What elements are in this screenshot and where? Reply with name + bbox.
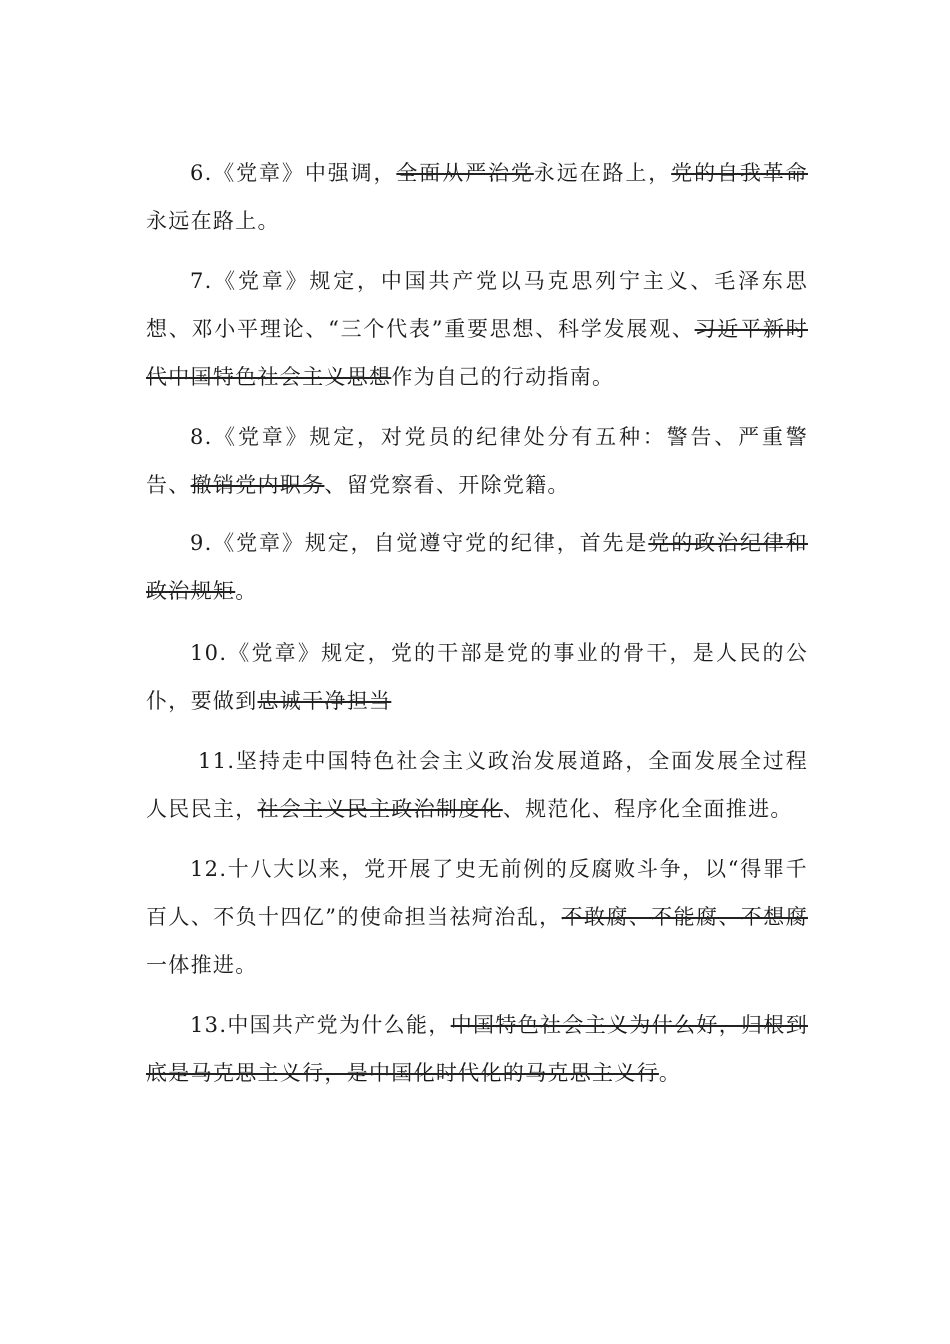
question-item-7	[146, 257, 808, 401]
question-item-6	[146, 149, 808, 245]
item-11-struck-answer: 社会主义民主政治制度化	[257, 797, 503, 821]
item-13-struck-answer: 中国特色社会主义为什么好，归根到底是马克思主义行，是中国化时代化的马克思主义行	[146, 1013, 808, 1085]
item-7-text: 7.《党章》规定，中国共产党以马克思列宁主义、毛泽东思想、邓小平理论、“三个代表”重要思想、科学发展观、	[146, 269, 808, 341]
item-6-text: 永远在路上。	[146, 209, 280, 233]
item-13-text: 。	[658, 1061, 682, 1085]
item-9-text: 。	[235, 579, 258, 603]
item-6-struck-answer: 党的自我革命	[671, 161, 808, 185]
item-6-text: 永远在路上，	[533, 161, 672, 185]
item-8-text: 8.《党章》规定，对党员的纪律处分有五种：警告、严重警告、	[146, 425, 808, 497]
item-6-struck-answer: 全面从严治党	[396, 161, 534, 185]
question-item-13	[146, 1001, 808, 1097]
question-item-8	[146, 413, 808, 509]
item-10-text: 10.《党章》规定，党的干部是党的事业的骨干，是人民的公仆，要做到	[146, 641, 808, 713]
item-6-text: 6.《党章》中强调，	[190, 161, 397, 185]
item-7-struck-answer: 习近平新时代中国特色社会主义思想	[146, 317, 808, 389]
item-13-text: 13.中国共产党为什么能，	[190, 1013, 451, 1037]
item-12-struck-answer: 不敢腐、不能腐、不想腐	[561, 905, 808, 929]
question-item-12	[146, 845, 808, 989]
item-12-text: 一体推进。	[146, 953, 258, 977]
item-7-text: 作为自己的行动指南。	[391, 365, 615, 389]
item-8-struck-answer: 撤销党内职务	[190, 473, 325, 497]
item-9-text: 9.《党章》规定，自觉遵守党的纪律，首先是	[190, 531, 649, 555]
item-10-struck-answer: 忠诚干净担当	[257, 689, 392, 713]
question-item-9	[146, 519, 808, 615]
question-item-11	[146, 737, 808, 833]
item-12-text: 12.十八大以来，党开展了史无前例的反腐败斗争，以“得罪千百人、不负十四亿”的使命担当祛疴治乱，	[146, 857, 808, 929]
question-item-10	[146, 629, 808, 725]
item-8-text: 、留党察看、开除党籍。	[324, 473, 570, 497]
item-11-text: 11.坚持走中国特色社会主义政治发展道路，全面发展全过程人民民主，	[146, 749, 808, 821]
item-9-struck-answer: 党的政治纪律和政治规矩	[146, 531, 808, 603]
item-11-text: 、规范化、程序化全面推进。	[502, 797, 793, 821]
